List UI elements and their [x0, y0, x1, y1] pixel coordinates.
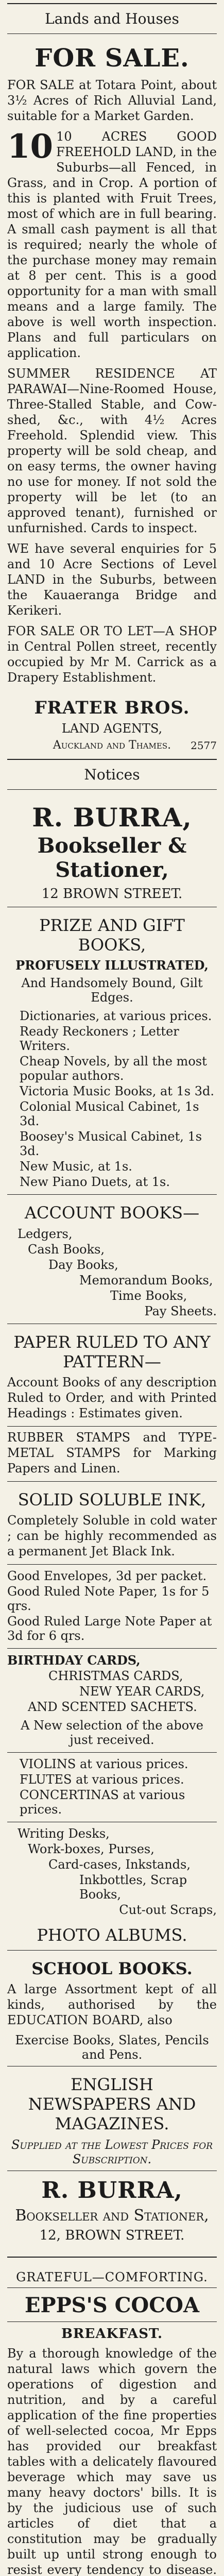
- burra-name: R. BURRA,: [32, 802, 192, 833]
- rule: [7, 759, 217, 760]
- burra-title: Bookseller & Stationer,: [37, 833, 187, 882]
- desk-item: Inkbottles, Scrap Books,: [79, 1872, 187, 1902]
- rule: [7, 1426, 217, 1427]
- product-list: [7, 1009, 217, 1189]
- list-item: New Music, at 1s.: [20, 1159, 132, 1174]
- desk-item: Writing Desks,: [18, 1826, 110, 1841]
- closing-address: 12, BROWN STREET.: [39, 2227, 185, 2243]
- school-text-2: Exercise Books, Slates, Pencils and Pens.: [15, 2032, 209, 2062]
- english-text: Supplied at the Lowest Prices for Subscription.: [11, 2137, 213, 2166]
- epps-breakfast: BREAKFAST.: [61, 2326, 163, 2342]
- epps-title: EPPS'S COCOA: [25, 2293, 199, 2317]
- prize-line: And Handsomely Bound, Gilt Edges.: [21, 975, 203, 1005]
- closing-title: Bookseller and Stationer,: [15, 2206, 209, 2225]
- envelope-item: Good Envelopes, 3d per packet.: [7, 1568, 207, 1583]
- rule: [7, 1752, 217, 1753]
- rule: [7, 1950, 217, 1951]
- ad-paragraph: 10 ACRES GOOD FREEHOLD LAND, in the Suburbs—all Fenced, in Grass, and in Crop. A portion of this is planted with Fruit Trees, most of which are in full bearing. A small cash payment is all that is required; nearly the whole of the purchase money may remain at 8 per cent. This is a good opportunity for a man with small means and a large family. The above is well worth inspection. Plans and full particulars on application.: [7, 129, 217, 361]
- dropcap: 10: [7, 129, 54, 166]
- desk-item: Cut-out Scraps,: [119, 1902, 217, 1917]
- envelope-item: Good Ruled Large Note Paper at 3d for 6 qrs.: [7, 1614, 212, 1643]
- school-heading: SCHOOL BOOKS.: [31, 1958, 193, 1978]
- account-item: Time Books,: [110, 1288, 187, 1303]
- rule: [7, 1194, 217, 1195]
- list-item: Dictionaries, at various prices.: [20, 1008, 212, 1023]
- burra-address: 12 BROWN STREET.: [41, 886, 183, 902]
- paper-heading: PAPER RULED TO ANY PATTERN—: [13, 1332, 211, 1371]
- rule: [7, 1481, 217, 1482]
- section-title: Notices: [84, 766, 140, 784]
- ad-burra: [7, 793, 217, 2253]
- cards-heading: BIRTHDAY CARDS,: [7, 1652, 141, 1668]
- newspaper-page: [0, 3, 224, 2576]
- instrument-item: CONCERTINAS at various prices.: [20, 1787, 185, 1817]
- school-text: A large Assortment kept of all kinds, authorised by the EDUCATION BOARD, also: [7, 1981, 217, 2027]
- instruments-block: [7, 1757, 217, 1817]
- ad-paragraph: WE have several enquiries for 5 and 10 Acre Sections of Level LAND in the Suburbs, between the Kauaeranga Bridge and Kerikeri.: [7, 541, 217, 618]
- section-title: Lands and Houses: [45, 10, 179, 27]
- list-item: Victoria Music Books, at 1s 3d.: [20, 1083, 215, 1098]
- instrument-item: FLUTES at various prices.: [20, 1772, 184, 1787]
- section-notices: [7, 759, 217, 790]
- epps-body: By a thorough knowledge of the natural laws which govern the operations of digestion and nutrition, and by a careful application of the fine properties of well-selected cocoa, Mr Epps has provided our breakfast tables with a delicately flavoured beverage which may save us many heavy doctors' bills. It is by the judicious use of such articles of diet that a constitution may be gradually built up until strong enough to resist every tendency to disease.: [7, 2346, 217, 2576]
- ad-paragraph: SUMMER RESIDENCE AT PARAWAI—Nine-Roomed House, Three-Stalled Stable, and Cow-shed, &c., with 4½ Acres Freehold. Splendid view. This property will be sold cheap, and on easy terms, the owner having no use for money. If not sold the property will be let (to an approved tenant), furnished or unfurnished. Cards to inspect.: [7, 366, 217, 536]
- account-heading: ACCOUNT BOOKS—: [24, 1202, 200, 1223]
- list-item: Cheap Novels, by all the most popular authors.: [20, 1054, 207, 1083]
- firm-subtitle: LAND AGENTS,: [61, 721, 163, 736]
- account-item: Pay Sheets.: [144, 1303, 217, 1318]
- account-item: Ledgers,: [18, 1226, 73, 1241]
- instrument-item: VIOLINS at various prices.: [20, 1756, 188, 1771]
- cards-line: AND SCENTED SACHETS.: [28, 1699, 197, 1714]
- ad-paragraph-block: [7, 129, 217, 366]
- ink-text: Completely Soluble in cold water ; can be highly recommended as a permanent Jet Black Ink.: [7, 1513, 217, 1558]
- cards-line: CHRISTMAS CARDS,: [48, 1668, 183, 1683]
- rule: [7, 2287, 217, 2288]
- envelopes-list: [7, 1569, 217, 1643]
- paper-text: Account Books of any description Ruled to Order, and with Printed Headings : Estimates given.: [7, 1375, 217, 1420]
- cards-note: A New selection of the above just received.: [21, 1718, 203, 1747]
- english-heading: ENGLISH NEWSPAPERS AND MAGAZINES.: [28, 2074, 196, 2133]
- envelope-item: Good Ruled Note Paper, 1s for 5 qrs.: [7, 1584, 210, 1613]
- firm-location: [7, 739, 217, 752]
- ad-epps-cocoa: [7, 2261, 217, 2576]
- closing-name: R. BURRA,: [41, 2177, 183, 2204]
- prize-subheading: PROFUSELY ILLUSTRATED,: [15, 957, 209, 973]
- section-lands-houses: [7, 3, 217, 34]
- ad-paragraph: FOR SALE at Totara Point, about 3½ Acres of Rich Alluvial Land, suitable for a Market Garden.: [7, 78, 217, 124]
- prize-heading: PRIZE AND GIFT BOOKS,: [39, 915, 185, 955]
- desks-block: [7, 1826, 217, 1945]
- account-item: Cash Books,: [28, 1242, 105, 1257]
- desk-item: Card-cases, Inkstands,: [48, 1857, 191, 1872]
- list-item: Colonial Musical Cabinet, 1s 3d.: [20, 1099, 199, 1128]
- rule: [7, 3, 217, 4]
- account-list: [7, 1227, 217, 1318]
- epps-grateful: GRATEFUL—COMFORTING.: [16, 2269, 208, 2284]
- cards-line: NEW YEAR CARDS,: [79, 1684, 205, 1699]
- rule: [7, 2257, 217, 2258]
- ad-for-sale: [7, 37, 217, 756]
- list-item: Boosey's Musical Cabinet, 1s 3d.: [20, 1129, 202, 1158]
- cards-block: [7, 1653, 217, 1747]
- desk-item: Work-boxes, Purses,: [28, 1841, 154, 1856]
- account-item: Memorandum Books,: [79, 1273, 213, 1287]
- photo-albums: PHOTO ALBUMS.: [37, 1925, 187, 1945]
- firm-name: FRATER BROS.: [34, 698, 190, 719]
- account-item: Day Books,: [48, 1257, 118, 1272]
- rule: [7, 2321, 217, 2322]
- rule: [7, 789, 217, 790]
- ad-title: FOR SALE.: [35, 43, 189, 73]
- ad-code: 2577: [191, 739, 217, 752]
- ad-paragraph: FOR SALE OR TO LET—A SHOP in Central Pollen street, recently occupied by Mr M. Carrick as a Drapery Establishment.: [7, 624, 217, 685]
- list-item: Ready Reckoners ; Letter Writers.: [20, 1024, 179, 1053]
- rule: [7, 33, 217, 34]
- list-item: New Piano Duets, at 1s.: [20, 1174, 170, 1189]
- rule: [7, 1564, 217, 1565]
- ink-heading: SOLID SOLUBLE INK,: [18, 1489, 206, 1510]
- rule: [7, 1648, 217, 1649]
- rubber-stamps: RUBBER STAMPS and TYPE-METAL STAMPS for Marking Papers and Linen.: [7, 1430, 217, 1476]
- firm-location-text: Auckland and Thames.: [53, 739, 171, 752]
